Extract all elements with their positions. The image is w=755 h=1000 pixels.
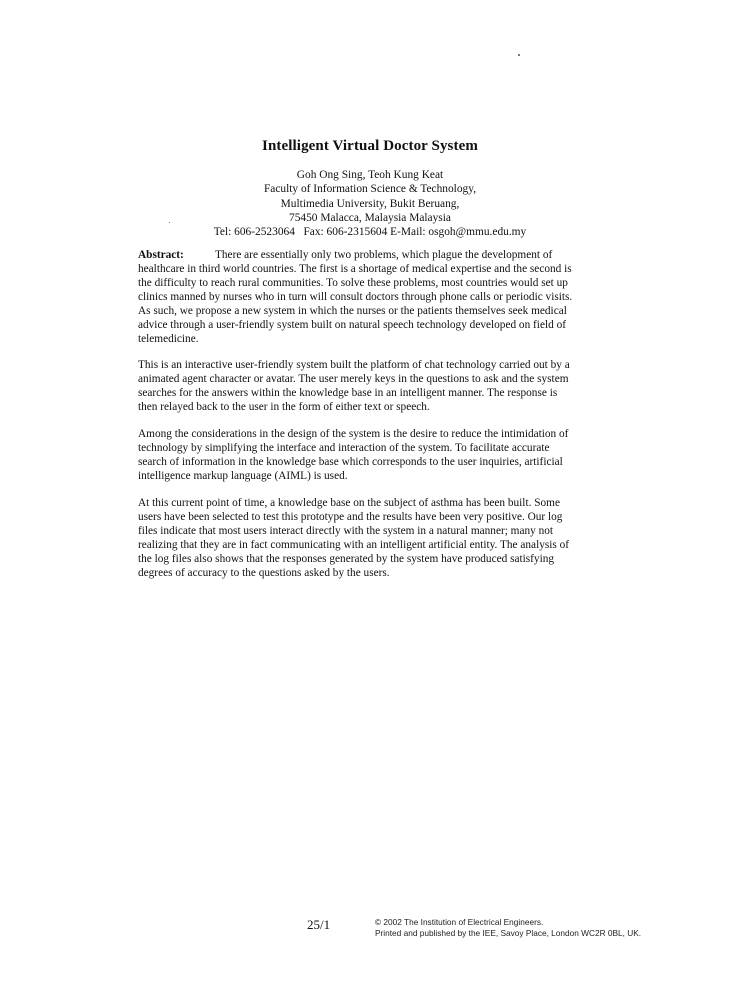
text-line: the difficulty to reach rural communities. To solve these problems, most countries would set up <box>138 277 568 289</box>
abstract-paragraph-3 <box>138 427 598 483</box>
text-line: intelligence markup language (AIML) is used. <box>138 470 348 482</box>
abstract-paragraph-4 <box>138 496 598 580</box>
text-line: then relayed back to the user in the form of either text or speech. <box>138 401 430 413</box>
text-line: degrees of accuracy to the questions asked by the users. <box>138 567 390 579</box>
abstract-paragraph-2 <box>138 358 598 414</box>
author-faculty: Faculty of Information Science & Technology, <box>263 183 477 196</box>
author-address: 75450 Malacca, Malaysia Malaysia <box>289 211 451 224</box>
text-line: As such, we propose a new system in which the nurses or the patients themselves seek medical <box>138 305 567 317</box>
text-line: users have been selected to test this prototype and the results have been very positive. Our log <box>138 511 563 523</box>
text-line: technology by simplifying the interface and interaction of the system. To facilitate accurate <box>138 442 550 454</box>
text-line: There are essentially only two problems, which plague the development of <box>215 249 553 261</box>
text-line: telemedicine. <box>138 333 199 345</box>
author-university: Multimedia University, Bukit Beruang, <box>280 197 460 210</box>
text-line: the log files also shows that the responses generated by the system have produced satisfying <box>138 553 555 565</box>
author-contact: Tel: 606-2523064 Fax: 606-2315604 E-Mail: osgoh@mmu.edu.my <box>213 226 527 239</box>
copyright-notice <box>375 917 641 938</box>
text-line: realizing that they are in fact communicating with an intelligent artificial entity. The analysis of <box>138 539 570 551</box>
text-line: searches for the answers within the knowledge base in an intelligent manner. The response is <box>138 387 558 399</box>
page-number: 25/1 <box>307 917 331 932</box>
text-line: healthcare in third world countries. The first is a shortage of medical expertise and the second is <box>138 263 572 275</box>
text-line: animated agent character or avatar. The user merely keys in the questions to ask and the system <box>138 373 569 385</box>
text-line: At this current point of time, a knowledge base on the subject of asthma has been built. Some <box>138 497 560 509</box>
text-line: files indicate that most users interact directly with the system in a natural manner; many not <box>138 525 554 537</box>
abstract-paragraph-1 <box>138 248 598 346</box>
text-line: search of information in the knowledge base which corresponds to the user inquiries, artificial <box>138 456 563 468</box>
author-names: Goh Ong Sing, Teoh Kung Keat <box>296 169 444 181</box>
copyright-line: © 2002 The Institution of Electrical Engineers. <box>375 917 544 927</box>
author-block <box>0 168 740 239</box>
text-line: This is an interactive user-friendly system built the platform of chat technology carried out by a <box>138 359 570 371</box>
paper-title: Intelligent Virtual Doctor System <box>262 138 478 154</box>
text-line: clinics manned by nurses who in turn will consult doctors through phone calls or periodic visits. <box>138 291 573 303</box>
text-line: Among the considerations in the design of the system is the desire to reduce the intimidation of <box>138 428 569 440</box>
publisher-line: Printed and published by the IEE, Savoy Place, London WC2R 0BL, UK. <box>375 927 642 938</box>
scan-speck <box>518 54 520 56</box>
text-line: advice through a user-friendly system built on natural speech technology developed on field of <box>138 319 566 331</box>
abstract-label: Abstract: <box>138 249 184 261</box>
